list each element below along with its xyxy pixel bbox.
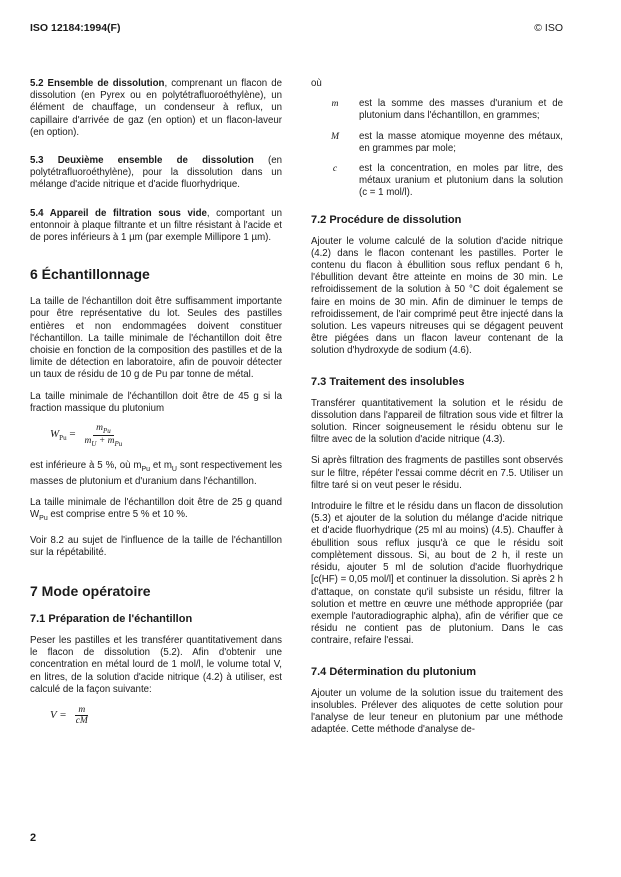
section-5-4 [30, 208, 282, 245]
section-5-3-number: 5.3 [30, 155, 44, 167]
section-5-4-text: , comportant un entonnoir à plaque filtrante et un filtre résistant à l'acide et de pores inférieurs à 1 µm (par exemple Millipore 1 µm). [30, 207, 282, 244]
formula-lhs: W [50, 428, 60, 441]
volume-formula-lhs: V = [50, 709, 67, 722]
page-number: 2 [30, 832, 37, 844]
definition-row [311, 131, 563, 155]
p4-end: est comprise entre 5 % et 10 %. [47, 509, 188, 521]
section-7-3-paragraph-3: Introduire le filtre et le résidu dans un flacon de dissolution (5.3) et ajouter de la solution du mélange d'acide nitrique et d'acide fluorhydrique (25 ml au moins) (4.5). Chauffer à ébullition sous reflux jusqu'à ce que le résidu soit complètement dissous. Si, au bout de 2 h, il reste un résidu, ajouter 5 ml de solution d'acide fluorhydrique [c(HF) = 0,05 mol/l] et continuer la dissolution. Si après 2 h d'attaque, on constate qu'il subsiste un résidu, filtrer la solution et mettre en œuvre une méthode appropriée (par exemple l'autoradiographic alpha), afin de vérifier que ce résidu ne contient pas de plutonium. Dans le cas contraire, refaire l'essai. [311, 501, 563, 647]
definition-text: est la concentration, en moles par litre, des métaux uranium et plutonium dans la solution (c = 1 mol/l). [359, 163, 563, 199]
definition-text: est la somme des masses d'uranium et de plutonium dans l'échantillon, en grammes; [359, 98, 563, 122]
definition-text: est la masse atomique moyenne des métaux, en grammes par mole; [359, 130, 563, 154]
section-7-3-paragraph-2: Si après filtration des fragments de pastilles sont observés sur le filtre, répéter l'essai comme décrit en 7.5. Utiliser un filtre taré si on veut peser le résidu. [311, 455, 563, 491]
p3-start: est inférieure à 5 %, où m [30, 459, 142, 471]
p3-mid: et m [150, 459, 172, 471]
where-label: où [311, 78, 322, 89]
section-6-heading: 6 Échantillonnage [30, 266, 150, 283]
plutonium-fraction-formula: $W_{Pu}$ = $\frac{m_{Pu}}{m_U + m_{Pu}}$ [50, 423, 123, 448]
section-7-3-heading: 7.3 Traitement des insolubles [311, 375, 465, 388]
volume-formula-numerator: m [75, 705, 88, 716]
section-6-paragraph-2: La taille minimale de l'échantillon doit être de 45 g si la fraction massique du plutonium [30, 390, 282, 414]
left-column [30, 78, 282, 738]
variable-definitions [311, 98, 563, 199]
section-6-paragraph-3 [30, 460, 282, 488]
section-7-heading: 7 Mode opératoire [30, 582, 151, 599]
definition-symbol: m [331, 98, 339, 110]
section-7-1-heading: 7.1 Préparation de l'échantillon [30, 612, 193, 625]
volume-formula-denominator: cM [75, 715, 88, 726]
section-5-3-title: Deuxième ensemble de dissolution [57, 155, 254, 167]
formula-denominator-sub2: Pu [114, 439, 123, 448]
copyright-mark: © ISO [534, 22, 563, 34]
p4-start: La taille minimale de l'échantillon doit être de 25 g quand W [30, 497, 282, 521]
section-7-4-heading: 7.4 Détermination du plutonium [311, 665, 477, 678]
formula-denominator: m [84, 435, 92, 446]
definition-row [311, 98, 563, 122]
definition-row [311, 163, 563, 200]
formula-numerator: m [96, 423, 103, 434]
p3-sub2: U [171, 465, 177, 473]
section-6-paragraph-5: Voir 8.2 au sujet de l'influence de la taille de l'échantillon sur la répétabilité. [30, 534, 282, 558]
section-7-4-paragraph: Ajouter un volume de la solution issue du traitement des insolubles. Prélever des aliquotes de cette solution pour l'analyse de leur teneur en plutonium par une méthode adaptée. Cette méthode d'analyse de- [311, 687, 563, 736]
volume-formula [50, 705, 282, 726]
section-5-2-text: , comprenant un flacon de dissolution (en Pyrex ou en polytétrafluoroéthylène), un élément de chauffage, un condenseur à reflux, un capillaire d'arrivée de gaz (en option) et un flacon-laveur (en option). [30, 78, 282, 138]
section-6-paragraph-1: La taille de l'échantillon doit être suffisamment importante pour être représentative du lot. Seules des pastilles entières et non endommagées doivent constituer l'échantillon. La taille minimale de l'échantillon doit être choisie en fonction de la composition des pastilles et de la limite de détection en laboratoire, afin de pouvoir détecter un taux de résidu de 10 g de Pu par tonne de métal. [30, 296, 282, 381]
section-5-2 [30, 78, 282, 139]
section-5-4-number: 5.4 [30, 207, 44, 219]
section-7-2-heading: 7.2 Procédure de dissolution [311, 213, 462, 226]
section-5-4-title: Appareil de filtration sous vide [49, 207, 207, 219]
section-5-3-text: (en polytétrafluoroéthylène), pour la dissolution dans un mélange d'acide nitrique et d'acide fluorhydrique. [30, 155, 282, 191]
formula-lhs-sub: Pu [59, 434, 67, 443]
formula-denominator-plus: + m [96, 435, 115, 446]
p3-sub1: Pu [141, 465, 151, 473]
section-6-paragraph-4 [30, 497, 282, 525]
definition-symbol: M [330, 130, 340, 142]
section-7-2-paragraph: Ajouter le volume calculé de la solution d'acide nitrique (4.2) dans le flacon contenant les pastilles. Porter le contenu du flacon à ébullition sous reflux pendant 6 h, l'ébullition devant être atteinte en moins de 30 min. Le refroidissement de la solution à 50 °C doit également se faire en moins de 30 min. Afin de diminuer le temps de refroidissement, de l'air comprimé peut être injecté dans la solution. Les vapeurs nitreuses qui se dégagent peuvent être piégées dans un flacon laveur contenant de la solution d'hydroxyde de sodium (4.6). [311, 235, 563, 357]
p3-end: sont respectivement les masses de plutonium et d'uranium dans l'échantillon. [30, 459, 282, 487]
section-5-3 [30, 155, 282, 192]
section-5-2-title: Ensemble de dissolution [47, 78, 165, 89]
right-column [311, 78, 563, 745]
section-7-1-paragraph: Peser les pastilles et les transférer quantitativement dans le flacon de dissolution (5.2). Afin d'obtenir une concentration en métal lourd de 1 mol/l, le volume total V, en litres, de la solution d'acide nitrique (4.2) à utiliser, est calculé de la façon suivante: [30, 634, 282, 695]
standard-reference: ISO 12184:1994(F) [30, 22, 121, 34]
section-7-3-paragraph-1: Transférer quantitativement la solution et le résidu de dissolution dans l'appareil de filtration sous vide et filtrer la solution. Rincer soigneusement le résidu obtenu sur le filtre avec de la solution d'acide nitrique (4.3). [311, 397, 563, 446]
definition-symbol: c [332, 163, 338, 175]
p4-sub: Pu [39, 515, 48, 523]
formula-numerator-sub: Pu [102, 426, 111, 435]
section-5-2-number: 5.2 [30, 78, 44, 89]
formula-denominator-sub1: U [91, 439, 97, 448]
